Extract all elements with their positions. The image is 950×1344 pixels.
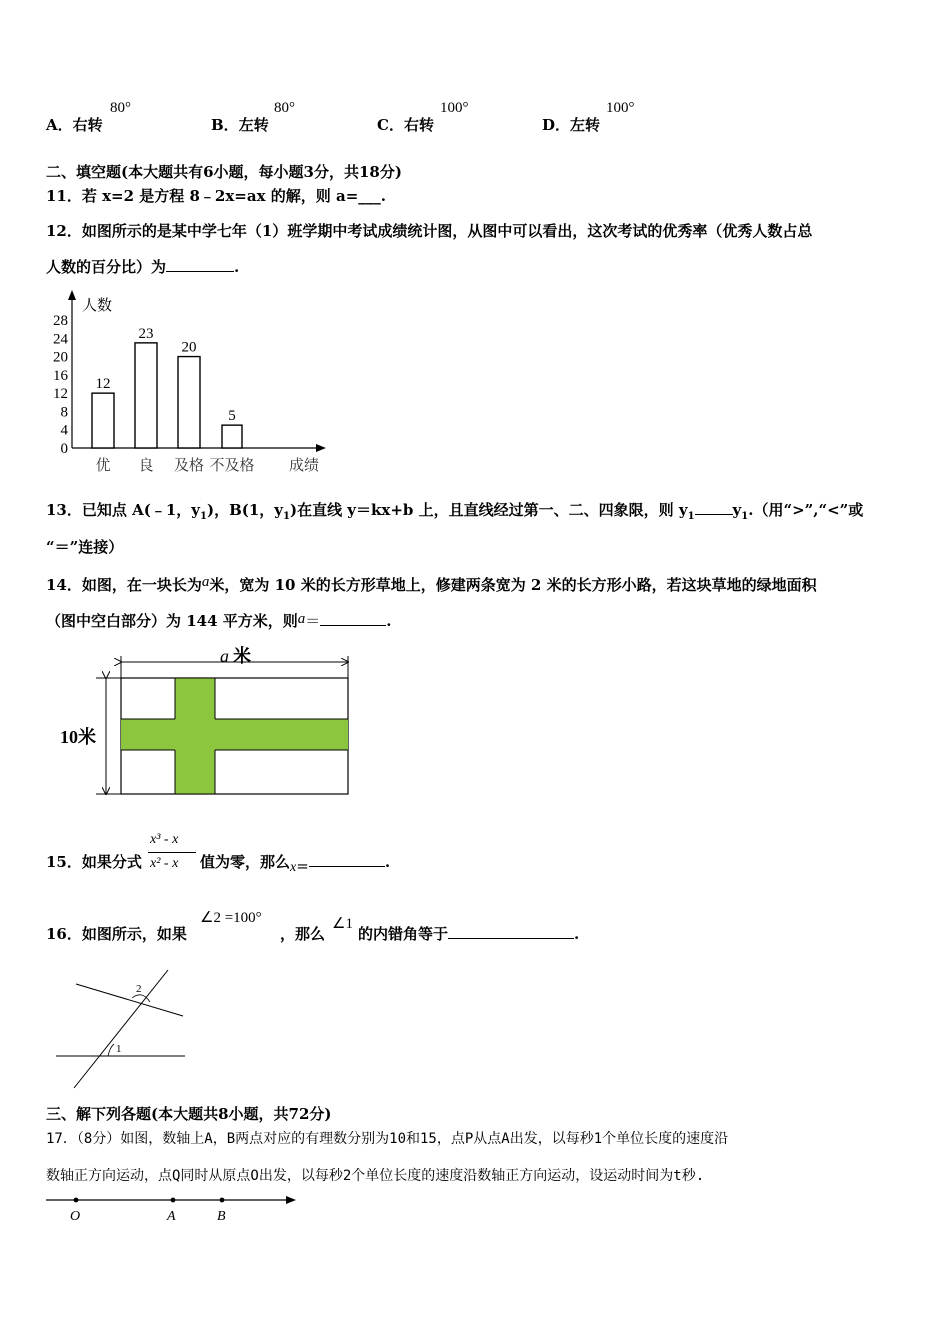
x-tick-label: 不及格	[209, 458, 255, 474]
option-d-angle: 100°	[606, 100, 635, 116]
q13-line2: “＝”连接）	[46, 538, 124, 556]
angle-label-1: 1	[116, 1043, 122, 1055]
bar	[222, 425, 242, 448]
top-label-var: a	[220, 646, 229, 666]
label-a: A	[167, 1209, 176, 1224]
q14-line2	[46, 609, 392, 631]
q15-end: .	[384, 853, 391, 871]
q15-numerator: x³ - x	[150, 832, 179, 847]
q16-suffix: 的内错角等于	[358, 925, 449, 943]
q16-end: .	[574, 925, 580, 943]
y-tick-label: 16	[53, 367, 68, 384]
option-b-letter: B．	[211, 116, 239, 134]
bar	[135, 343, 157, 448]
option-b-angle: 80°	[274, 100, 295, 116]
q15-answer-blank[interactable]	[309, 852, 385, 867]
option-c-angle: 100°	[440, 100, 469, 116]
y-tick-label: 12	[53, 386, 68, 403]
option-d-text: 左转	[570, 116, 601, 134]
q12-line2	[46, 257, 239, 277]
q14-var: a	[201, 574, 210, 590]
q16-middle: ，那么	[280, 925, 326, 943]
line-upper	[76, 984, 183, 1016]
q16-prefix: 16．如图所示，如果	[46, 925, 187, 943]
q12-end: .	[234, 258, 240, 276]
q15-rest	[200, 852, 390, 878]
bar	[178, 357, 200, 448]
option-a	[46, 115, 103, 135]
y-tick-label: 28	[53, 313, 68, 329]
option-a-letter: A．	[46, 116, 73, 134]
option-c-text: 右转	[403, 116, 434, 134]
q13-sub4: 1	[741, 511, 749, 522]
q15-var: x	[290, 860, 297, 875]
option-d	[542, 115, 600, 135]
q14-line1	[46, 572, 817, 595]
q14-end: .	[386, 612, 392, 630]
figure-16	[50, 960, 200, 1095]
q15-eq: =	[296, 857, 309, 875]
q13-answer-blank[interactable]	[695, 500, 733, 515]
q13-sub3: 1	[687, 511, 695, 522]
point-b	[220, 1198, 225, 1203]
q16-given: ∠2 =100°	[200, 910, 262, 926]
y-axis-arrow	[68, 290, 76, 300]
option-a-angle: 80°	[110, 100, 131, 116]
q15-middle: 值为零，那么	[200, 853, 291, 871]
bar-value-label: 23	[138, 325, 154, 342]
y-tick-label: 4	[60, 422, 68, 439]
horizontal-path	[121, 719, 348, 750]
q13-part5: .（用“>”,“<”或	[748, 501, 864, 519]
y-tick-label: 8	[60, 404, 68, 421]
q16-rest	[358, 924, 579, 944]
option-b-text: 左转	[238, 116, 269, 134]
q14-answer-blank[interactable]	[320, 611, 386, 626]
option-a-text: 右转	[72, 116, 103, 134]
q12-line2-text: 人数的百分比）为	[46, 258, 167, 276]
q16-angle: ∠1	[332, 916, 353, 932]
q13-part3: )在直线 y＝kx+b 上，且直线经过第一、二、四象限，则 y	[289, 501, 688, 519]
q16-answer-blank[interactable]	[448, 924, 574, 939]
label-b: B	[217, 1209, 226, 1224]
q13-part4: y	[732, 501, 742, 519]
point-a	[171, 1198, 176, 1203]
y-tick-label: 20	[53, 349, 68, 366]
q12-answer-blank[interactable]	[166, 257, 234, 272]
bar-value-label: 5	[228, 408, 236, 425]
q14-line2-eq: ＝	[305, 612, 321, 630]
x-tick-label: 及格	[173, 458, 205, 474]
option-c-letter: C．	[377, 116, 404, 134]
option-d-letter: D．	[542, 116, 571, 134]
x-tick-label: 优	[95, 458, 111, 474]
q14-line2a: （图中空白部分）为 144 平方米，则	[46, 612, 298, 630]
x-axis-arrow	[316, 444, 326, 452]
angle-1-arc	[108, 1044, 114, 1056]
q17-line2: 数轴正方向运动，点Q同时从原点O出发，以每秒2个单位长度的速度沿数轴正方向运动，设运动时间为t秒.	[46, 1168, 705, 1184]
q13-sub1: 1	[200, 511, 207, 522]
q14-part2: 米，宽为 10 米的长方形草地上，修建两条宽为 2 米的长方形小路，若这块草地的绿地面积	[209, 576, 817, 594]
point-o	[74, 1198, 79, 1203]
q12-line1: 12．如图所示的是某中学七年（1）班学期中考试成绩统计图，从图中可以看出，这次考试的优秀率（优秀人数占总	[46, 222, 813, 240]
section3-title: 三、解下列各题(本大题共8小题，共72分)	[46, 1105, 332, 1123]
q15-fraction-bar	[148, 852, 196, 853]
bar-value-label: 12	[95, 376, 111, 393]
q17-line1: 17．（8分）如图，数轴上A，B两点对应的有理数分别为10和15，点P从点A出发，以每秒1个单位长度的速度沿	[46, 1131, 729, 1147]
y-tick-label: 24	[53, 331, 68, 348]
number-line	[42, 1188, 302, 1228]
q15-prefix: 15．如果分式	[46, 853, 142, 871]
angle-label-2: 2	[136, 983, 142, 995]
top-label-unit: 米	[233, 646, 251, 666]
left-label: 10米	[60, 727, 96, 747]
q13-sub2: 1	[283, 511, 290, 522]
bar-chart	[40, 288, 340, 478]
number-line-arrow	[286, 1196, 296, 1204]
option-c	[377, 115, 434, 135]
label-o: O	[70, 1209, 81, 1224]
q11-text: 11．若 x=2 是方程 8﹣2x=ax 的解，则 a=___.	[46, 187, 386, 205]
y-axis-label: 人数	[82, 298, 113, 314]
option-b	[211, 115, 269, 135]
y-tick-label: 0	[60, 441, 68, 457]
q14-part1: 14．如图，在一块长为	[46, 576, 202, 594]
bar-value-label: 20	[181, 339, 197, 356]
x-axis-label: 成绩	[288, 458, 320, 474]
section2-title: 二、填空题(本大题共有6小题，每小题3分，共18分)	[46, 163, 402, 181]
q14-line2-var: a	[297, 611, 306, 627]
bar	[92, 393, 114, 448]
q13-part2: )，B(1，y	[206, 501, 283, 519]
q15-denominator: x² - x	[150, 856, 179, 871]
x-tick-label: 良	[138, 458, 154, 474]
q13-part1: 13．已知点 A(﹣1，y	[46, 501, 200, 519]
q13-line1	[46, 500, 863, 527]
chart-root	[53, 290, 326, 474]
figure-14	[56, 642, 356, 802]
